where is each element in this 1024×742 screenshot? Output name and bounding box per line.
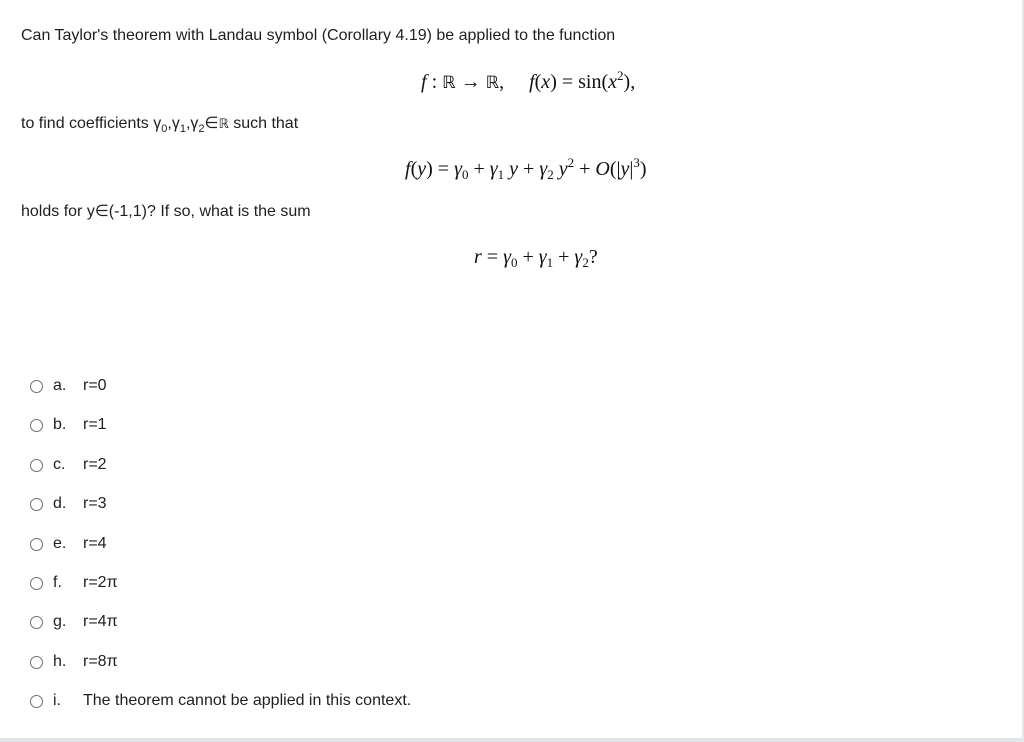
radio-button-icon[interactable] <box>30 538 43 551</box>
answer-option-c[interactable]: c. r=2 <box>30 454 107 476</box>
formula-taylor-expansion: $f(y) = \gamma_0 + \gamma_1$ $y + \gamma_2$ $y^2 + O(|y|^3)$ <box>405 155 647 182</box>
question-text-line2: to find coefficients $\gamma_0,\gamma_1,\gamma_2\in ℝ$ such that <box>21 115 299 135</box>
answer-option-h[interactable]: h. r=8π <box>30 651 118 673</box>
question-text-line1: Can Taylor's theorem with Landau symbol (Corollary 4.19) be applied to the function <box>21 27 616 44</box>
radio-button-icon[interactable] <box>30 577 43 590</box>
answer-option-a[interactable]: a. r=0 <box>30 375 107 397</box>
formula-sum-r: $r = \gamma_0 + \gamma_1 + \gamma_2$? <box>474 246 598 270</box>
answer-option-f[interactable]: f. r=2π <box>30 572 118 594</box>
gamma-coefficients-inline: $\gamma_0,\gamma_1,\gamma_2\in ℝ$ <box>153 115 229 135</box>
y-element-inline: y∈ <box>86 203 109 220</box>
radio-button-icon[interactable] <box>30 459 43 472</box>
radio-button-icon[interactable] <box>30 380 43 393</box>
answer-option-b[interactable]: b. r=1 <box>30 414 107 436</box>
answer-option-e[interactable]: e. r=4 <box>30 533 107 555</box>
radio-button-icon[interactable] <box>30 498 43 511</box>
answer-option-d[interactable]: d. r=3 <box>30 493 107 515</box>
question-text-line3: holds for y∈(-1,1)? If so, what is the sum <box>21 203 311 220</box>
radio-button-icon[interactable] <box>30 656 43 669</box>
answer-option-g[interactable]: g. r=4π <box>30 611 118 633</box>
formula-function-definition: f : ℝ → ℝ, $f(x) = \sin(x^2)$, <box>421 68 636 93</box>
radio-button-icon[interactable] <box>30 419 43 432</box>
radio-button-icon[interactable] <box>30 695 43 708</box>
answer-option-i[interactable]: i. The theorem cannot be applied in this context. <box>30 690 411 712</box>
radio-button-icon[interactable] <box>30 616 43 629</box>
